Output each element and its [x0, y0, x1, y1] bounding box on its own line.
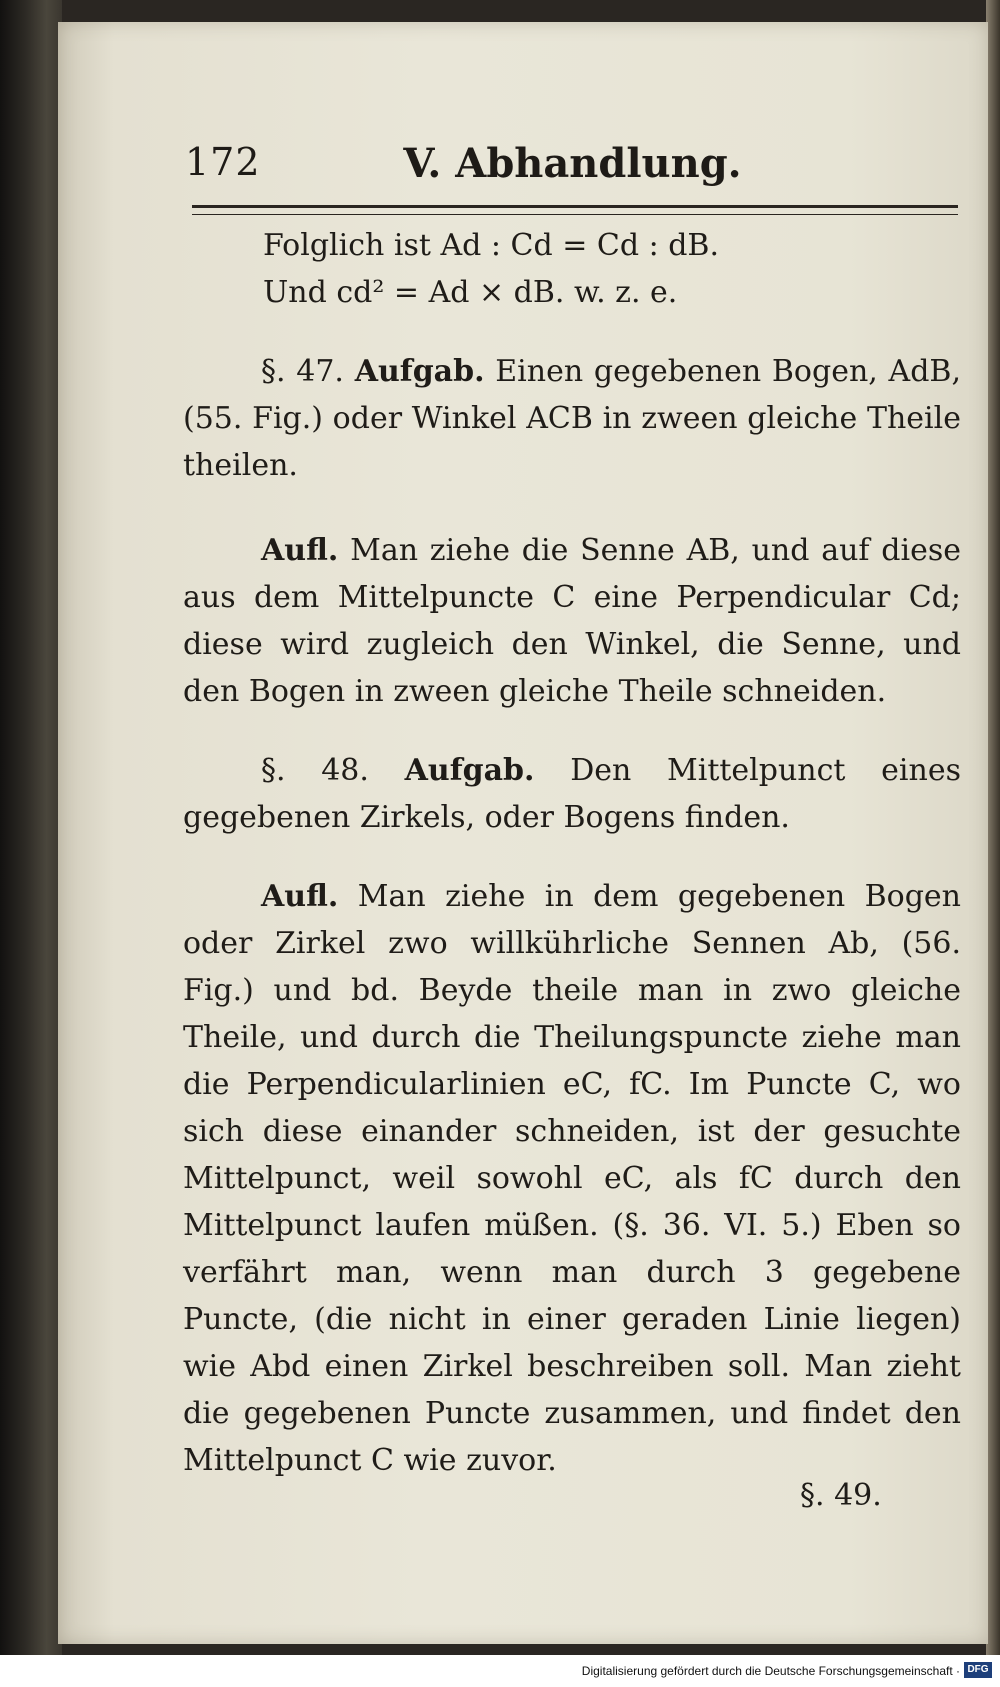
equation-line-2: Und cd² = Ad × dB. w. z. e.	[263, 275, 678, 310]
section-47-solution	[183, 527, 961, 715]
book-spine	[0, 0, 62, 1655]
section-number: §. 48.	[261, 753, 369, 788]
header-rule	[192, 205, 958, 215]
page-edge	[986, 0, 1000, 1655]
section-heading: Aufgab.	[354, 354, 485, 389]
section-number: §. 47.	[261, 354, 344, 389]
section-text: Einen gegebenen Bogen, AdB, (55. Fig.) oder Winkel ACB in zween gleiche Theile theilen.	[183, 354, 961, 483]
solution-heading: Aufl.	[261, 879, 339, 914]
funding-credit: Digitalisierung gefördert durch die Deutsche Forschungsgemeinschaft ·	[581, 1664, 960, 1678]
solution-text: Man ziehe die Senne AB, und auf diese aus dem Mittelpuncte C eine Perpendicular Cd; diese wird zugleich den Winkel, die Senne, und den Bogen in zween gleiche Theile schneiden.	[183, 533, 961, 709]
section-48-solution	[183, 873, 961, 1484]
section-48	[183, 747, 961, 841]
section-text: Den Mittelpunct eines gegebenen Zirkels, oder Bogens finden.	[183, 753, 961, 835]
digitization-footer	[0, 1655, 1000, 1687]
catchword: §. 49.	[800, 1478, 882, 1513]
page-header	[185, 140, 960, 198]
section-heading: Aufgab.	[404, 753, 535, 788]
page-number: 172	[185, 140, 261, 184]
solution-heading: Aufl.	[261, 533, 339, 568]
page-text	[183, 222, 961, 1484]
running-head: V. Abhandlung.	[403, 140, 742, 187]
dfg-logo: DFG	[964, 1662, 992, 1678]
section-47	[183, 348, 961, 489]
equation-line-1: Folglich ist Ad : Cd = Cd : dB.	[263, 228, 720, 263]
solution-text: Man ziehe in dem gegebenen Bogen oder Zirkel zwo willkührliche Sennen Ab, (56. Fig.) und bd. Beyde theile man in zwo gleiche Theile, und durch die Theilungspuncte ziehe man die Perpendicularlinien eC, fC. Im Puncte C, wo sich diese einander schneiden, ist der gesuchte Mittelpunct, weil sowohl eC, als fC durch den Mittelpunct laufen müßen. (§. 36. VI. 5.) Eben so verfährt man, wenn man durch 3 gegebene Puncte, (die nicht in einer geraden Linie liegen) wie Abd einen Zirkel beschreiben soll. Man zieht die gegebenen Puncte zusammen, und findet den Mittelpunct C wie zuvor.	[183, 879, 961, 1478]
